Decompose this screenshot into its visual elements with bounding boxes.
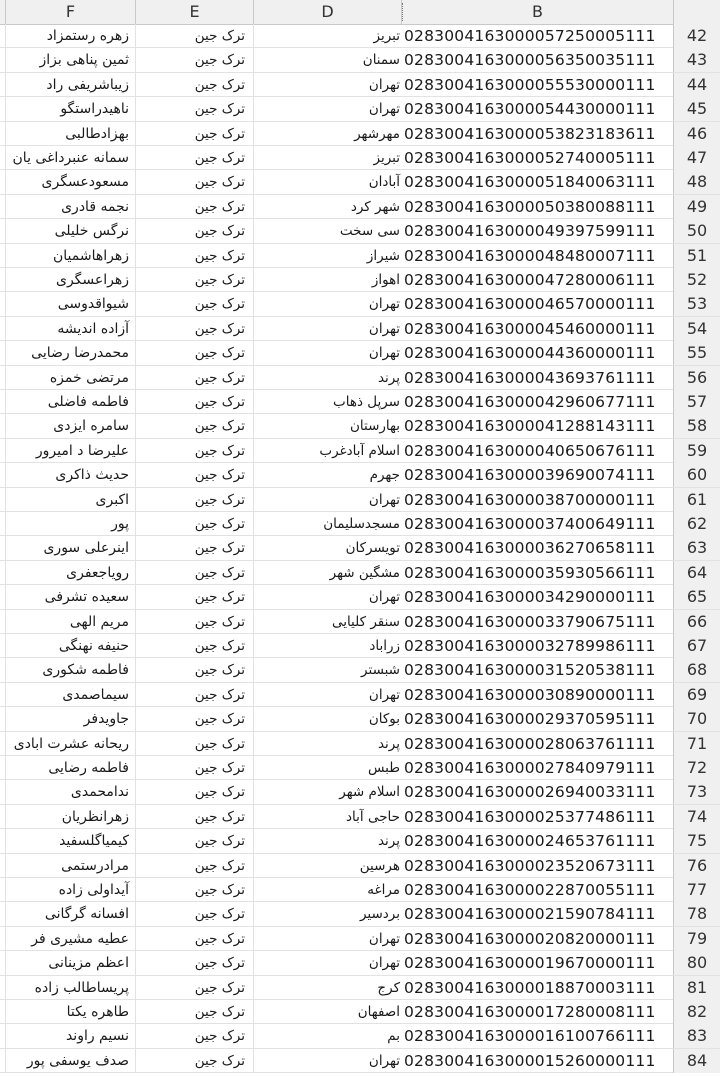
table-row (0, 512, 720, 536)
cell-city[interactable]: پرند (377, 369, 400, 386)
cell-code[interactable]: 0283004163000052740005111 (402, 146, 674, 170)
cell-type[interactable]: ترک جین (136, 122, 254, 146)
cell-name[interactable]: فاطمه فاضلی (6, 390, 136, 414)
table-row (0, 366, 720, 390)
cell-type[interactable]: ترک جین (136, 756, 254, 780)
cell-name[interactable]: حدیث ذاکری (6, 463, 136, 487)
cell-type[interactable]: ترک جین (136, 951, 254, 975)
cell-code[interactable]: 0283004163000056350035111 (402, 48, 674, 72)
row-number[interactable]: 69 (674, 683, 720, 707)
table-row (0, 707, 720, 731)
row-number[interactable]: 75 (674, 829, 720, 853)
cell-city[interactable]: تهران (368, 1052, 400, 1069)
cell-name[interactable]: اینرعلی سوری (6, 536, 136, 560)
cell-code[interactable]: 0283004163000029370595111 (402, 707, 674, 731)
cell-type[interactable]: ترک جین (136, 268, 254, 292)
table-row (0, 195, 720, 219)
row-number[interactable]: 54 (674, 317, 720, 341)
cell-name[interactable]: سیماصمدی (6, 683, 136, 707)
cell-code[interactable]: 0283004163000026940033111 (402, 780, 674, 804)
cell-city[interactable]: تهران (368, 955, 400, 972)
cell-name[interactable]: حنیفه نهنگی (6, 634, 136, 658)
cell-name[interactable]: سمانه عنبرداغی یان (6, 146, 136, 170)
table-row (0, 390, 720, 414)
table-row (0, 170, 720, 194)
cell-city[interactable]: بوکان (368, 711, 400, 728)
cell-name[interactable]: فاطمه شکوری (6, 658, 136, 682)
table-row (0, 97, 720, 121)
cell-code[interactable]: 0283004163000021590784111 (402, 902, 674, 926)
cell-city[interactable]: تهران (368, 101, 400, 118)
row-number[interactable]: 73 (674, 780, 720, 804)
column-header-row (0, 0, 720, 25)
cell-code[interactable]: 0283004163000034290000111 (402, 585, 674, 609)
cell-type[interactable]: ترک جین (136, 97, 254, 121)
table-row (0, 268, 720, 292)
cell-city[interactable]: پرند (377, 833, 400, 850)
table-row (0, 536, 720, 560)
cell-city[interactable]: مشگین شهر (329, 564, 400, 581)
cell-type[interactable]: ترک جین (136, 390, 254, 414)
cell-code[interactable]: 0283004163000015260000111 (402, 1049, 674, 1073)
row-number[interactable]: 61 (674, 488, 720, 512)
table-row (0, 732, 720, 756)
cell-city[interactable]: طبس (367, 760, 400, 776)
cell-code[interactable]: 0283004163000025377486111 (402, 805, 674, 829)
row-number[interactable]: 57 (674, 390, 720, 414)
cell-city[interactable]: تهران (368, 76, 400, 93)
cell-name[interactable]: طاهره یکتا (6, 1000, 136, 1024)
cell-city[interactable]: زراباد (369, 638, 400, 654)
cell-code[interactable]: 0283004163000016100766111 (402, 1024, 674, 1048)
cell-name[interactable]: مریم الهی (6, 610, 136, 634)
cell-city[interactable]: تبریز (373, 28, 400, 44)
column-header-f[interactable]: F (6, 0, 136, 24)
cell-city[interactable]: اسلام شهر (339, 784, 400, 801)
cell-name[interactable]: ناهیدراستگو (6, 97, 136, 121)
cell-type[interactable]: ترک جین (136, 1049, 254, 1073)
cell-code[interactable]: 0283004163000020820000111 (402, 927, 674, 951)
cell-code[interactable]: 0283004163000041288143111 (402, 414, 674, 438)
cell-type[interactable]: ترک جین (136, 780, 254, 804)
cell-name[interactable]: صدف یوسفی پور (6, 1049, 136, 1073)
cell-name[interactable]: پور (6, 512, 136, 536)
table-row (0, 610, 720, 634)
cell-name[interactable]: نرگس خلیلی (6, 219, 136, 243)
cell-type[interactable]: ترک جین (136, 73, 254, 97)
table-row (0, 829, 720, 853)
cell-type[interactable]: ترک جین (136, 24, 254, 48)
row-number[interactable]: 84 (674, 1049, 720, 1073)
cell-city[interactable]: آبادان (368, 174, 400, 191)
cell-name[interactable]: زیباشریفی راد (6, 73, 136, 97)
table-row (0, 1000, 720, 1024)
row-number[interactable]: 52 (674, 268, 720, 292)
cell-type[interactable]: ترک جین (136, 146, 254, 170)
cell-type[interactable]: ترک جین (136, 902, 254, 926)
cell-code[interactable]: 0283004163000037400649111 (402, 512, 674, 536)
table-row (0, 854, 720, 878)
cell-name[interactable]: پریساطالب زاده (6, 976, 136, 1000)
table-row (0, 780, 720, 804)
cell-city[interactable]: تبریز (373, 150, 400, 166)
cell-type[interactable]: ترک جین (136, 610, 254, 634)
table-row (0, 658, 720, 682)
cell-city[interactable]: سنقر کلیایی (331, 613, 400, 630)
cell-code[interactable]: 0283004163000040650676111 (402, 439, 674, 463)
table-row (0, 341, 720, 365)
table-row (0, 122, 720, 146)
table-row (0, 317, 720, 341)
cell-type[interactable]: ترک جین (136, 414, 254, 438)
cell-name[interactable]: کیمیاگلسفید (6, 829, 136, 853)
cell-name[interactable]: مرادرستمی (6, 854, 136, 878)
cell-type[interactable]: ترک جین (136, 317, 254, 341)
cell-city[interactable]: مهرشهر (354, 125, 400, 142)
cell-code[interactable]: 0283004163000039690074111 (402, 463, 674, 487)
cell-code[interactable]: 0283004163000032789986111 (402, 634, 674, 658)
cell-name[interactable]: مسعودعسگری (6, 170, 136, 194)
cell-name[interactable]: جاویدفر (6, 707, 136, 731)
cell-code[interactable]: 0283004163000035930566111 (402, 561, 674, 585)
table-row (0, 439, 720, 463)
cell-city[interactable]: تهران (368, 296, 400, 313)
cell-type[interactable]: ترک جین (136, 536, 254, 560)
cell-code[interactable]: 0283004163000036270658111 (402, 536, 674, 560)
cell-type[interactable]: ترک جین (136, 1024, 254, 1048)
table-row (0, 805, 720, 829)
cell-name[interactable]: ریحانه عشرت ابادی (6, 732, 136, 756)
cell-type[interactable]: ترک جین (136, 488, 254, 512)
cell-type[interactable]: ترک جین (136, 732, 254, 756)
cell-name[interactable]: سعیده تشرفی (6, 585, 136, 609)
cell-city[interactable]: مسجدسلیمان (323, 516, 400, 532)
cell-name[interactable]: شیواقدوسی (6, 292, 136, 316)
cell-code[interactable]: 0283004163000019670000111 (402, 951, 674, 975)
row-number[interactable]: 82 (674, 1000, 720, 1024)
row-number[interactable]: 70 (674, 707, 720, 731)
cell-type[interactable]: ترک جین (136, 463, 254, 487)
row-number[interactable]: 66 (674, 610, 720, 634)
cell-code[interactable]: 0283004163000044360000111 (402, 341, 674, 365)
cell-code[interactable]: 0283004163000043693761111 (402, 366, 674, 390)
cell-name[interactable]: آزاده اندیشه (6, 317, 136, 341)
row-number[interactable]: 58 (674, 414, 720, 438)
cell-city[interactable]: سی سخت (339, 223, 400, 240)
cell-city[interactable]: شبستر (361, 662, 400, 679)
table-row (0, 292, 720, 316)
table-row (0, 756, 720, 780)
cell-city[interactable]: حاجی آباد (346, 808, 400, 825)
row-header-corner[interactable] (674, 0, 720, 24)
row-number[interactable]: 68 (674, 658, 720, 682)
row-number[interactable]: 67 (674, 634, 720, 658)
cell-city[interactable]: سرپل ذهاب (333, 394, 400, 410)
cell-name[interactable]: زهراعسگری (6, 268, 136, 292)
cell-city[interactable]: پرند (377, 735, 400, 752)
table-row (0, 73, 720, 97)
cell-city[interactable]: تهران (368, 589, 400, 606)
cell-code[interactable]: 0283004163000042960677111 (402, 390, 674, 414)
cell-city[interactable]: شیراز (366, 247, 400, 264)
cell-type[interactable]: ترک جین (136, 658, 254, 682)
cell-type[interactable]: ترک جین (136, 683, 254, 707)
row-number[interactable]: 44 (674, 73, 720, 97)
cell-city[interactable]: تهران (368, 320, 400, 337)
cell-city[interactable]: تهران (368, 930, 400, 947)
row-number[interactable]: 83 (674, 1024, 720, 1048)
cell-name[interactable]: اعظم مزینانی (6, 951, 136, 975)
cell-type[interactable]: ترک جین (136, 829, 254, 853)
cell-code[interactable]: 0283004163000046570000111 (402, 292, 674, 316)
row-number[interactable]: 55 (674, 341, 720, 365)
table-row (0, 561, 720, 585)
row-number[interactable]: 53 (674, 292, 720, 316)
row-number[interactable]: 72 (674, 756, 720, 780)
cell-type[interactable]: ترک جین (136, 366, 254, 390)
cell-name[interactable]: ندامحمدی (6, 780, 136, 804)
row-number[interactable]: 65 (674, 585, 720, 609)
cell-code[interactable]: 0283004163000045460000111 (402, 317, 674, 341)
cell-name[interactable]: بهزادطالبی (6, 122, 136, 146)
row-number[interactable]: 71 (674, 732, 720, 756)
cell-type[interactable]: ترک جین (136, 561, 254, 585)
cell-code[interactable]: 0283004163000057250005111 (402, 24, 674, 48)
cell-type[interactable]: ترک جین (136, 878, 254, 902)
cell-city[interactable]: کرج (377, 979, 400, 996)
row-number[interactable]: 77 (674, 878, 720, 902)
column-header-b[interactable]: B (402, 0, 674, 24)
cell-city[interactable]: تهران (368, 686, 400, 703)
row-number[interactable]: 59 (674, 439, 720, 463)
cell-code[interactable]: 0283004163000051840063111 (402, 170, 674, 194)
cell-name[interactable]: زهراهاشمیان (6, 244, 136, 268)
column-header-e[interactable]: E (136, 0, 254, 24)
row-number[interactable]: 79 (674, 927, 720, 951)
table-row (0, 1024, 720, 1048)
table-row (0, 878, 720, 902)
cell-type[interactable]: ترک جین (136, 439, 254, 463)
cell-code[interactable]: 0283004163000049397599111 (402, 219, 674, 243)
row-number[interactable]: 63 (674, 536, 720, 560)
row-number[interactable]: 49 (674, 195, 720, 219)
cell-name[interactable]: زهره رستمزاد (6, 24, 136, 48)
table-row (0, 24, 720, 48)
cell-name[interactable]: نسیم راوند (6, 1024, 136, 1048)
table-row (0, 463, 720, 487)
cell-city[interactable]: سمنان (362, 52, 400, 69)
cell-name[interactable]: آیداولی زاده (6, 878, 136, 902)
cell-type[interactable]: ترک جین (136, 48, 254, 72)
cell-code[interactable]: 0283004163000024653761111 (402, 829, 674, 853)
cell-city[interactable]: تویسرکان (345, 540, 400, 557)
table-row (0, 414, 720, 438)
cell-code[interactable]: 0283004163000030890000111 (402, 683, 674, 707)
cell-type[interactable]: ترک جین (136, 927, 254, 951)
cell-name[interactable]: نجمه قادری (6, 195, 136, 219)
cell-name[interactable]: فاطمه رضایی (6, 756, 136, 780)
cell-name[interactable]: مرتضی خمزه (6, 366, 136, 390)
cell-code[interactable]: 0283004163000054430000111 (402, 97, 674, 121)
cell-code[interactable]: 0283004163000055530000111 (402, 73, 674, 97)
cell-name[interactable]: اکبری (6, 488, 136, 512)
row-number[interactable]: 60 (674, 463, 720, 487)
table-row (0, 219, 720, 243)
cell-name[interactable]: ثمین پناهی بزاز (6, 48, 136, 72)
cell-code[interactable]: 0283004163000022870055111 (402, 878, 674, 902)
cell-city[interactable]: اسلام آبادغرب (319, 442, 400, 459)
table-row (0, 1049, 720, 1073)
row-number[interactable]: 56 (674, 366, 720, 390)
cell-name[interactable]: عطیه مشیری فر (6, 927, 136, 951)
cell-city[interactable]: بم (387, 1028, 400, 1045)
cell-city[interactable]: شهر کرد (350, 198, 400, 215)
row-number[interactable]: 51 (674, 244, 720, 268)
row-number[interactable]: 43 (674, 48, 720, 72)
cell-code[interactable]: 0283004163000028063761111 (402, 732, 674, 756)
row-number[interactable]: 78 (674, 902, 720, 926)
cell-code[interactable]: 0283004163000047280006111 (402, 268, 674, 292)
cell-name[interactable]: سامره ایزدی (6, 414, 136, 438)
cell-code[interactable]: 0283004163000017280008111 (402, 1000, 674, 1024)
cell-type[interactable]: ترک جین (136, 805, 254, 829)
table-row (0, 683, 720, 707)
table-row (0, 244, 720, 268)
cell-type[interactable]: ترک جین (136, 512, 254, 536)
row-number[interactable]: 62 (674, 512, 720, 536)
cell-type[interactable]: ترک جین (136, 244, 254, 268)
cell-name[interactable]: افسانه گرگانی (6, 902, 136, 926)
cell-type[interactable]: ترک جین (136, 195, 254, 219)
row-number[interactable]: 81 (674, 976, 720, 1000)
row-number[interactable]: 47 (674, 146, 720, 170)
row-number[interactable]: 48 (674, 170, 720, 194)
row-number[interactable]: 46 (674, 122, 720, 146)
cell-type[interactable]: ترک جین (136, 170, 254, 194)
column-header-d[interactable]: D (254, 0, 402, 24)
cell-name[interactable]: علیرضا د امیرور (6, 439, 136, 463)
cell-code[interactable]: 0283004163000027840979111 (402, 756, 674, 780)
cell-type[interactable]: ترک جین (136, 341, 254, 365)
table-row (0, 585, 720, 609)
cell-city[interactable]: جهرم (369, 467, 400, 484)
cell-type[interactable]: ترک جین (136, 976, 254, 1000)
table-row (0, 927, 720, 951)
table-row (0, 634, 720, 658)
cell-type[interactable]: ترک جین (136, 292, 254, 316)
cell-code[interactable]: 0283004163000053823183611 (402, 122, 674, 146)
cell-type[interactable]: ترک جین (136, 854, 254, 878)
row-number[interactable]: 74 (674, 805, 720, 829)
row-number[interactable]: 80 (674, 951, 720, 975)
cell-type[interactable]: ترک جین (136, 707, 254, 731)
row-number[interactable]: 64 (674, 561, 720, 585)
row-number[interactable]: 50 (674, 219, 720, 243)
cell-type[interactable]: ترک جین (136, 1000, 254, 1024)
table-row (0, 488, 720, 512)
table-row (0, 951, 720, 975)
cell-code[interactable]: 0283004163000038700000111 (402, 488, 674, 512)
cell-code[interactable]: 0283004163000048480007111 (402, 244, 674, 268)
cell-city[interactable]: تهران (368, 345, 400, 362)
cell-city[interactable]: تهران (368, 491, 400, 508)
table-row (0, 902, 720, 926)
cell-type[interactable]: ترک جین (136, 219, 254, 243)
cell-code[interactable]: 0283004163000050380088111 (402, 195, 674, 219)
cell-type[interactable]: ترک جین (136, 634, 254, 658)
cell-city[interactable]: مراغه (367, 882, 400, 898)
row-number[interactable]: 45 (674, 97, 720, 121)
cell-code[interactable]: 0283004163000023520673111 (402, 854, 674, 878)
cell-city[interactable]: بهارستان (349, 418, 400, 435)
cell-city[interactable]: اصفهان (357, 1004, 400, 1020)
row-number[interactable]: 42 (674, 24, 720, 48)
cell-type[interactable]: ترک جین (136, 585, 254, 609)
cell-city[interactable]: اهواز (371, 272, 400, 288)
cell-name[interactable]: زهرانظریان (6, 805, 136, 829)
cell-code[interactable]: 0283004163000033790675111 (402, 610, 674, 634)
cell-code[interactable]: 0283004163000031520538111 (402, 658, 674, 682)
cell-code[interactable]: 0283004163000018870003111 (402, 976, 674, 1000)
cell-name[interactable]: محمدرضا رضایی (6, 341, 136, 365)
cell-city[interactable]: هرسین (359, 857, 400, 874)
cell-city[interactable]: بردسیر (359, 906, 400, 923)
cell-name[interactable]: رویاجعفری (6, 561, 136, 585)
table-row (0, 976, 720, 1000)
table-row (0, 48, 720, 72)
table-row (0, 146, 720, 170)
row-number[interactable]: 76 (674, 854, 720, 878)
